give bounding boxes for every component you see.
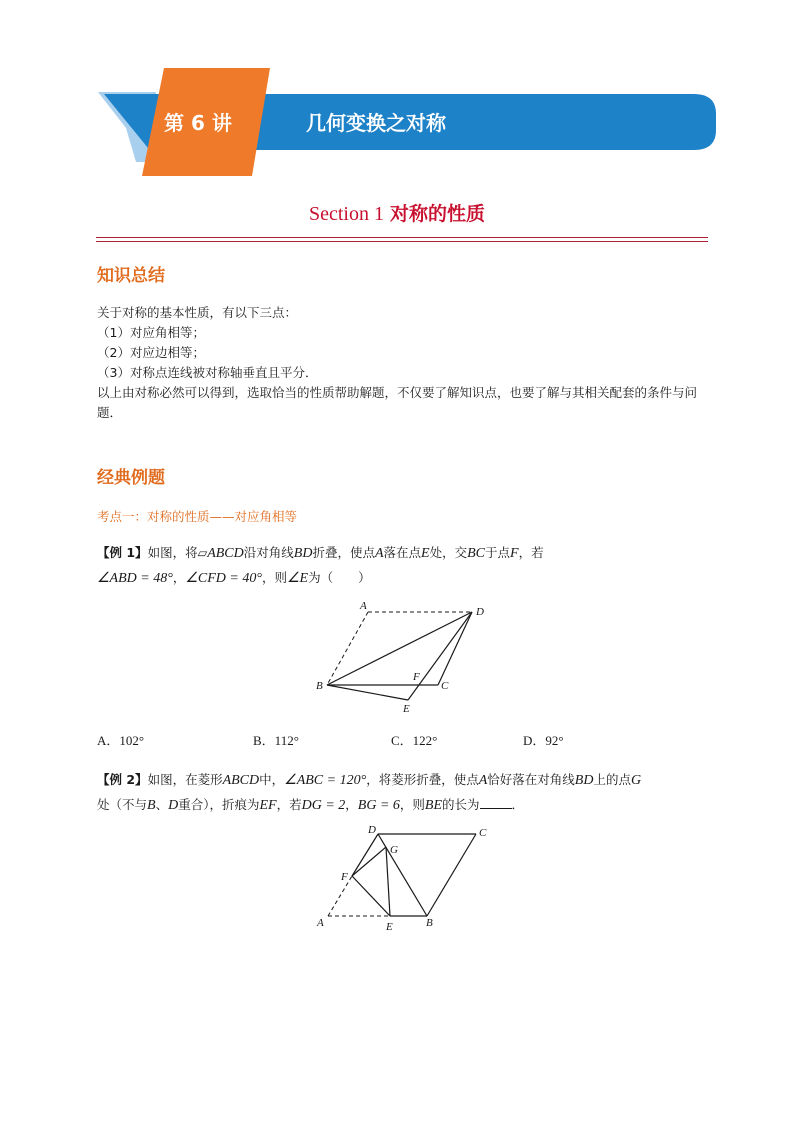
fig2-label-d: D [368,824,376,836]
choice-b[interactable]: B．112° [253,733,299,748]
choice-a[interactable]: A．102° [97,733,145,748]
fig2-label-a: A [317,917,324,929]
section-rule-top [96,237,708,238]
summary-line: （1）对应角相等； [97,325,205,340]
fig1-label-d: D [476,606,484,618]
example-2-text: 【例 2】如图，在菱形ABCD中，∠ABC = 120°，将菱形折叠，使点A恰好落在对角线BD上的点G 处（不与B、D重合），折痕为EF，若DG = 2，BG = 6，则BE的长为 ． [97,772,642,813]
summary-conclusion: 以上由对称必然可以得到，选取恰当的性质帮助解题，不仅要了解知识点，也要了解与其相关配套的条件与问题． [97,385,698,420]
example-2-tag: 【例 2】 [97,772,148,787]
parallelogram-symbol: ▱ [197,545,208,560]
fig2-segment-cb [427,834,476,916]
summary-line: 关于对称的基本性质，有以下三点： [97,305,298,320]
kaodian-1: 考点一：对称的性质——对应角相等 [97,509,298,524]
fig2-label-f: F [341,871,348,883]
fig2-segment-fd [352,834,378,876]
fig2-segment-fg [352,847,386,876]
lesson-title: 几何变换之对称 [306,111,446,135]
answer-blank[interactable] [480,794,512,809]
fig2-segment-ge [386,847,390,916]
fig2-label-e: E [386,921,393,933]
choice-c[interactable]: C．122° [391,733,438,748]
fig1-label-b: B [316,680,323,692]
fig2-segment-fe [352,876,390,916]
fig1-segment-dc [438,612,472,685]
choice-d[interactable]: D．92° [523,733,564,748]
examples-heading: 经典例题 [97,468,165,488]
fig1-segment-de [408,612,472,700]
fig2-label-b: B [426,917,433,929]
summary-line: （2）对应边相等； [97,345,205,360]
summary-heading: 知识总结 [97,266,165,286]
fig1-label-f: F [413,671,420,683]
example-1-figure [300,598,500,718]
fig2-segment-db [378,834,427,916]
section-label-en: Section 1 [308,203,384,225]
condition-abc: ∠ABC = 120° [284,773,367,788]
lesson-number: 第 6 讲 [164,111,232,135]
condition-dg: DG = 2 [301,798,346,813]
fig1-label-c: C [441,680,449,692]
example-1-text: 【例 1】如图，将▱ABCD沿对角线BD折叠，使点A落在点E处，交BC于点F，若 ∠ABD = 48°，∠CFD = 40°，则∠E为（ ） [97,545,544,586]
condition-bg: BG = 6 [357,798,400,813]
example-2-figure [308,820,508,935]
fig2-label-g: G [390,844,398,856]
section-rule-bottom [96,241,708,242]
fig1-label-e: E [403,703,410,715]
condition-cfd: ∠CFD = 40° [185,571,262,586]
fig1-segment-bd [327,612,472,685]
summary-body [97,303,709,423]
fig1-label-a: A [360,600,367,612]
section-label-zh: 对称的性质 [390,203,486,225]
fig2-label-c: C [479,827,487,839]
condition-abd: ∠ABD = 48° [97,571,173,586]
example-1-tag: 【例 1】 [97,545,148,560]
summary-line: （3）对称点连线被对称轴垂直且平分． [97,365,318,380]
fig1-segment-be [327,685,408,700]
section-title [0,200,794,228]
fig2-segment-af [328,876,352,916]
